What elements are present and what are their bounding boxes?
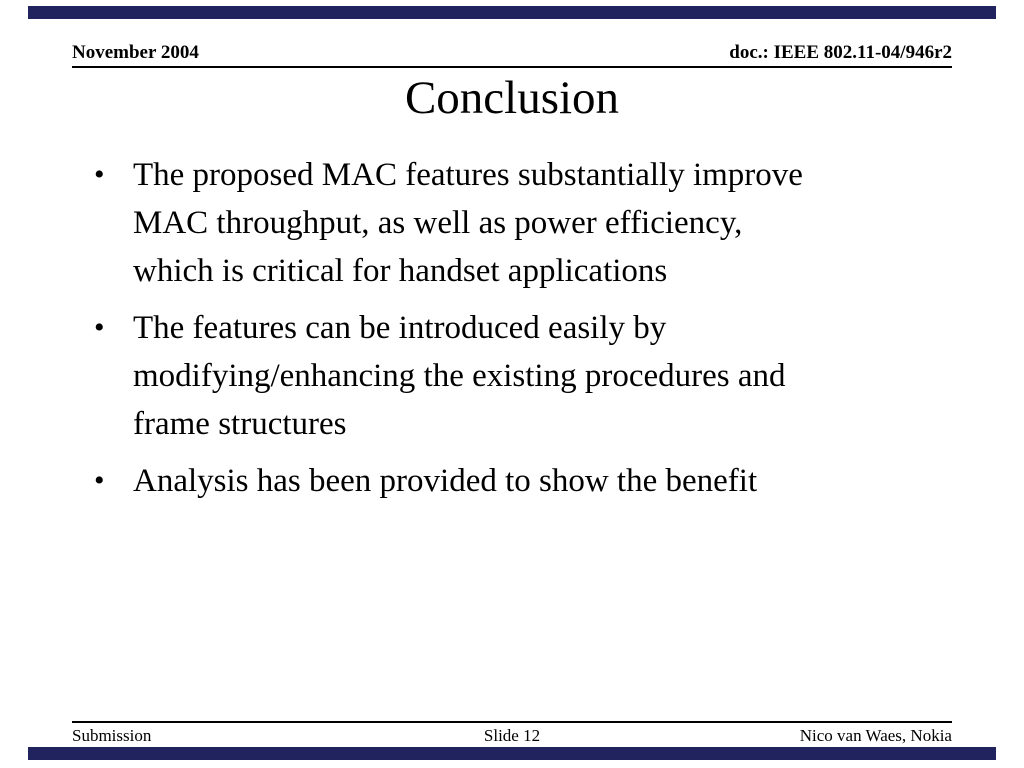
bullet-line: frame structures — [133, 406, 347, 442]
bullet-line: The proposed MAC features substantially improve — [133, 157, 803, 193]
bullet-item-3 — [92, 457, 954, 505]
top-accent-bar — [28, 6, 996, 19]
bullet-line: Analysis has been provided to show the benefit — [133, 463, 758, 499]
bullet-line: modifying/enhancing the existing procedures and — [133, 358, 786, 394]
bullet-line: MAC throughput, as well as power efficiency, — [133, 205, 743, 241]
footer-rule — [72, 721, 952, 723]
header-doc-number: doc.: IEEE 802.11-04/946r2 — [729, 42, 952, 63]
bullet-list — [92, 151, 954, 514]
slide-header — [72, 42, 952, 64]
bullet-item-2 — [92, 304, 954, 448]
header-date: November 2004 — [72, 42, 199, 63]
bullet-icon: • — [94, 158, 105, 191]
slide-title: Conclusion — [404, 72, 620, 124]
bullet-icon: • — [94, 311, 105, 344]
bullet-line: which is critical for handset applications — [133, 253, 668, 289]
footer-author: Nico van Waes, Nokia — [799, 726, 952, 745]
footer-slide-number: Slide 12 — [483, 726, 541, 745]
bottom-accent-bar — [28, 747, 996, 760]
bullet-item-1 — [92, 151, 954, 295]
header-rule — [72, 66, 952, 68]
footer-submission-label: Submission — [72, 726, 152, 745]
bullet-line: The features can be introduced easily by — [133, 310, 667, 346]
bullet-icon: • — [94, 464, 105, 497]
slide-footer — [72, 726, 952, 746]
